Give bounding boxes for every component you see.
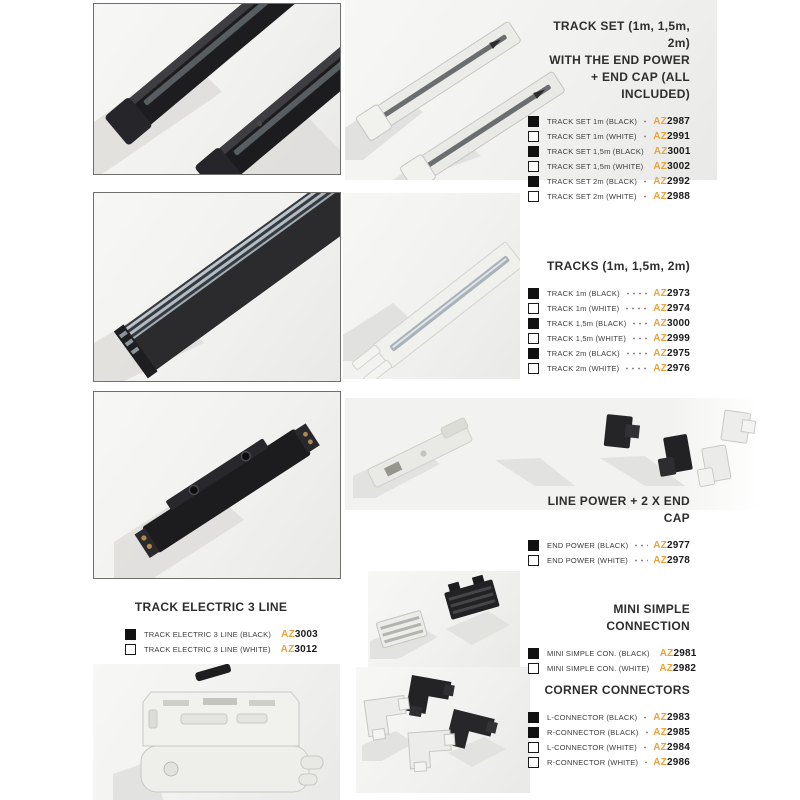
dot-leader xyxy=(642,117,648,126)
color-swatch xyxy=(528,116,539,127)
product-item-row xyxy=(528,301,690,316)
corner-connectors-illustration xyxy=(356,667,530,793)
section-track-electric-items xyxy=(125,627,318,657)
product-item-row xyxy=(528,159,690,174)
dot-leader xyxy=(624,364,648,373)
section-track-set xyxy=(528,18,690,204)
dot-leader xyxy=(625,349,648,358)
section-mini-simple xyxy=(528,601,697,676)
color-swatch xyxy=(528,742,539,753)
product-label: R-CONNECTOR (BLACK) xyxy=(547,728,639,737)
product-item-row xyxy=(528,740,690,755)
product-code-prefix: AZ xyxy=(281,629,295,640)
dot-leader xyxy=(642,743,648,752)
photo-track-black-profile xyxy=(93,192,341,382)
color-swatch xyxy=(528,318,539,329)
product-code-number: 2974 xyxy=(666,303,690,314)
section-tracks-title xyxy=(528,258,690,275)
product-item-row xyxy=(528,661,697,676)
product-code-number: 2983 xyxy=(666,712,690,723)
product-label: TRACK ELECTRIC 3 LINE (BLACK) xyxy=(144,630,272,639)
section-track-electric-title xyxy=(125,599,297,616)
section-track-set-title xyxy=(528,18,690,103)
product-code-prefix: AZ xyxy=(280,644,295,655)
product-item-row xyxy=(528,286,690,301)
color-swatch xyxy=(528,648,539,659)
product-code xyxy=(281,629,318,640)
color-swatch xyxy=(528,663,539,674)
product-code xyxy=(281,644,318,655)
product-code-prefix: AZ xyxy=(653,303,667,314)
title-line: CORNER CONNECTORS xyxy=(544,683,690,697)
product-code-number: 2999 xyxy=(666,333,690,344)
product-code-number: 2988 xyxy=(666,191,690,202)
product-label: L-CONNECTOR (WHITE) xyxy=(547,743,637,752)
title-line: + END CAP (ALL INCLUDED) xyxy=(591,70,690,101)
product-code-prefix: AZ xyxy=(653,540,667,551)
product-code xyxy=(653,540,690,551)
product-code xyxy=(653,712,690,723)
photo-corner-connectors xyxy=(356,667,530,793)
product-code-number: 2992 xyxy=(666,176,690,187)
track-white-illustration xyxy=(343,193,520,379)
product-label: TRACK SET 1,5m (WHITE) xyxy=(547,162,644,171)
dot-leader xyxy=(642,177,648,186)
section-line-power-title xyxy=(528,493,690,527)
product-label: TRACK 1m (BLACK) xyxy=(547,289,620,298)
product-label: TRACK ELECTRIC 3 LINE (WHITE) xyxy=(144,645,271,654)
product-label: END POWER (BLACK) xyxy=(547,541,629,550)
product-label: TRACK SET 1,5m (BLACK) xyxy=(547,147,644,156)
dot-leader xyxy=(633,556,648,565)
section-track-set-items xyxy=(528,114,690,204)
product-code xyxy=(653,348,690,359)
product-code-number: 2986 xyxy=(666,757,690,768)
section-line-power-items xyxy=(528,538,690,568)
product-item-row xyxy=(528,646,697,661)
section-track-electric xyxy=(125,599,318,657)
product-code-prefix: AZ xyxy=(653,712,667,723)
product-item-row xyxy=(528,114,690,129)
product-label: TRACK SET 2m (BLACK) xyxy=(547,177,638,186)
product-code-number: 2987 xyxy=(666,116,690,127)
product-code xyxy=(653,303,690,314)
product-item-row xyxy=(528,144,690,159)
photo-track-set-black xyxy=(93,3,341,175)
line-power-black-illustration xyxy=(94,392,340,578)
product-code-number: 2985 xyxy=(666,727,690,738)
track-black-profile-illustration xyxy=(94,193,340,381)
product-label: TRACK 1m (WHITE) xyxy=(547,304,620,313)
product-item-row xyxy=(528,331,690,346)
mini-simple-connection-illustration xyxy=(368,571,520,668)
section-mini-simple-items xyxy=(528,646,697,676)
color-swatch xyxy=(528,333,539,344)
product-code xyxy=(653,161,690,172)
color-swatch xyxy=(125,629,136,640)
product-code-number: 3000 xyxy=(666,318,690,329)
dot-leader xyxy=(643,758,648,767)
product-code-prefix: AZ xyxy=(653,161,668,172)
color-swatch xyxy=(528,191,539,202)
product-code xyxy=(653,757,690,768)
product-code xyxy=(653,191,690,202)
product-code xyxy=(659,663,696,674)
track-adapter-white-illustration xyxy=(93,664,340,800)
photo-line-power-black xyxy=(93,391,341,579)
color-swatch xyxy=(528,348,539,359)
product-code-number: 2991 xyxy=(666,131,690,142)
color-swatch xyxy=(528,131,539,142)
product-code xyxy=(653,363,690,374)
dot-leader xyxy=(631,319,648,328)
product-code-number: 3012 xyxy=(294,644,318,655)
product-label: TRACK 2m (WHITE) xyxy=(547,364,620,373)
product-code-number: 3003 xyxy=(294,629,318,640)
product-item-row xyxy=(528,361,690,376)
photo-track-white xyxy=(343,193,520,379)
product-code-prefix: AZ xyxy=(653,131,667,142)
section-corner-connectors xyxy=(528,682,690,770)
product-item-row xyxy=(528,755,690,770)
color-swatch xyxy=(528,555,539,566)
product-label: TRACK 1,5m (BLACK) xyxy=(547,319,627,328)
dot-leader xyxy=(642,192,649,201)
product-label: TRACK SET 1m (WHITE) xyxy=(547,132,637,141)
product-label: TRACK SET 1m (BLACK) xyxy=(547,117,638,126)
dot-leader xyxy=(633,541,648,550)
section-mini-simple-title xyxy=(528,601,690,635)
title-line: TRACKS (1m, 1,5m, 2m) xyxy=(547,259,690,273)
product-item-row xyxy=(528,189,690,204)
section-corner-connectors-items xyxy=(528,710,690,770)
product-code xyxy=(653,555,690,566)
product-code-prefix: AZ xyxy=(653,742,667,753)
color-swatch xyxy=(528,303,539,314)
product-code-prefix: AZ xyxy=(659,648,674,659)
product-code-number: 2981 xyxy=(673,648,697,659)
product-code-prefix: AZ xyxy=(653,333,667,344)
dot-leader xyxy=(624,304,648,313)
product-code-prefix: AZ xyxy=(653,363,667,374)
color-swatch xyxy=(528,161,539,172)
product-code-prefix: AZ xyxy=(653,191,667,202)
product-code-number: 3002 xyxy=(667,161,691,172)
product-code xyxy=(653,318,690,329)
product-label: L-CONNECTOR (BLACK) xyxy=(547,713,638,722)
product-code-prefix: AZ xyxy=(653,318,667,329)
product-code-number: 2982 xyxy=(673,663,697,674)
product-item-row xyxy=(528,538,690,553)
product-label: MINI SIMPLE CON. (WHITE) xyxy=(547,664,650,673)
dot-leader xyxy=(631,334,648,343)
product-code-prefix: AZ xyxy=(653,727,667,738)
color-swatch xyxy=(528,363,539,374)
product-code xyxy=(653,116,690,127)
product-code-number: 2978 xyxy=(666,555,690,566)
product-item-row xyxy=(528,725,690,740)
title-line: WITH THE END POWER xyxy=(549,53,690,67)
product-code xyxy=(653,742,690,753)
product-code-prefix: AZ xyxy=(653,176,667,187)
section-tracks xyxy=(528,258,690,376)
product-label: TRACK 2m (BLACK) xyxy=(547,349,620,358)
color-swatch xyxy=(125,644,136,655)
title-line: LINE POWER + 2 X END CAP xyxy=(547,494,690,525)
dot-leader xyxy=(642,713,648,722)
product-label: TRACK SET 2m (WHITE) xyxy=(547,192,637,201)
title-line: MINI SIMPLE CONNECTION xyxy=(606,602,690,633)
color-swatch xyxy=(528,176,539,187)
section-corner-connectors-title xyxy=(528,682,690,699)
color-swatch xyxy=(528,288,539,299)
product-item-row xyxy=(528,553,690,568)
track-set-black-illustration xyxy=(94,4,340,174)
product-code-number: 3001 xyxy=(667,146,691,157)
color-swatch xyxy=(528,540,539,551)
product-code-number: 2973 xyxy=(666,288,690,299)
product-label: END POWER (WHITE) xyxy=(547,556,628,565)
photo-track-adapter-white xyxy=(93,664,340,800)
product-code-prefix: AZ xyxy=(659,663,674,674)
product-item-row xyxy=(528,129,690,144)
product-item-row xyxy=(125,642,318,657)
section-line-power xyxy=(528,493,690,568)
product-label: TRACK 1,5m (WHITE) xyxy=(547,334,627,343)
product-item-row xyxy=(528,346,690,361)
product-code xyxy=(654,146,691,157)
product-item-row xyxy=(528,174,690,189)
product-code-number: 2975 xyxy=(666,348,690,359)
product-code xyxy=(660,648,697,659)
section-tracks-items xyxy=(528,286,690,376)
product-code-prefix: AZ xyxy=(653,116,667,127)
product-label: R-CONNECTOR (WHITE) xyxy=(547,758,639,767)
product-item-row xyxy=(125,627,318,642)
color-swatch xyxy=(528,727,539,738)
color-swatch xyxy=(528,146,539,157)
product-code xyxy=(653,333,690,344)
product-code-prefix: AZ xyxy=(653,757,667,768)
dot-leader xyxy=(644,728,649,737)
product-code-prefix: AZ xyxy=(653,348,667,359)
product-code-number: 2984 xyxy=(666,742,690,753)
dot-leader xyxy=(642,132,649,141)
product-code xyxy=(653,727,690,738)
product-code xyxy=(653,288,690,299)
color-swatch xyxy=(528,712,539,723)
product-code-number: 2976 xyxy=(666,363,690,374)
product-code-prefix: AZ xyxy=(653,288,667,299)
product-label: MINI SIMPLE CON. (BLACK) xyxy=(547,649,650,658)
product-code xyxy=(653,131,690,142)
product-item-row xyxy=(528,316,690,331)
product-code-prefix: AZ xyxy=(653,146,668,157)
product-code-number: 2977 xyxy=(666,540,690,551)
product-code-prefix: AZ xyxy=(653,555,667,566)
product-code xyxy=(653,176,690,187)
dot-leader xyxy=(625,289,648,298)
title-line: TRACK ELECTRIC 3 LINE xyxy=(134,600,288,614)
title-line: TRACK SET (1m, 1,5m, 2m) xyxy=(553,19,690,50)
color-swatch xyxy=(528,757,539,768)
product-item-row xyxy=(528,710,690,725)
photo-mini-simple-connection xyxy=(368,571,520,668)
